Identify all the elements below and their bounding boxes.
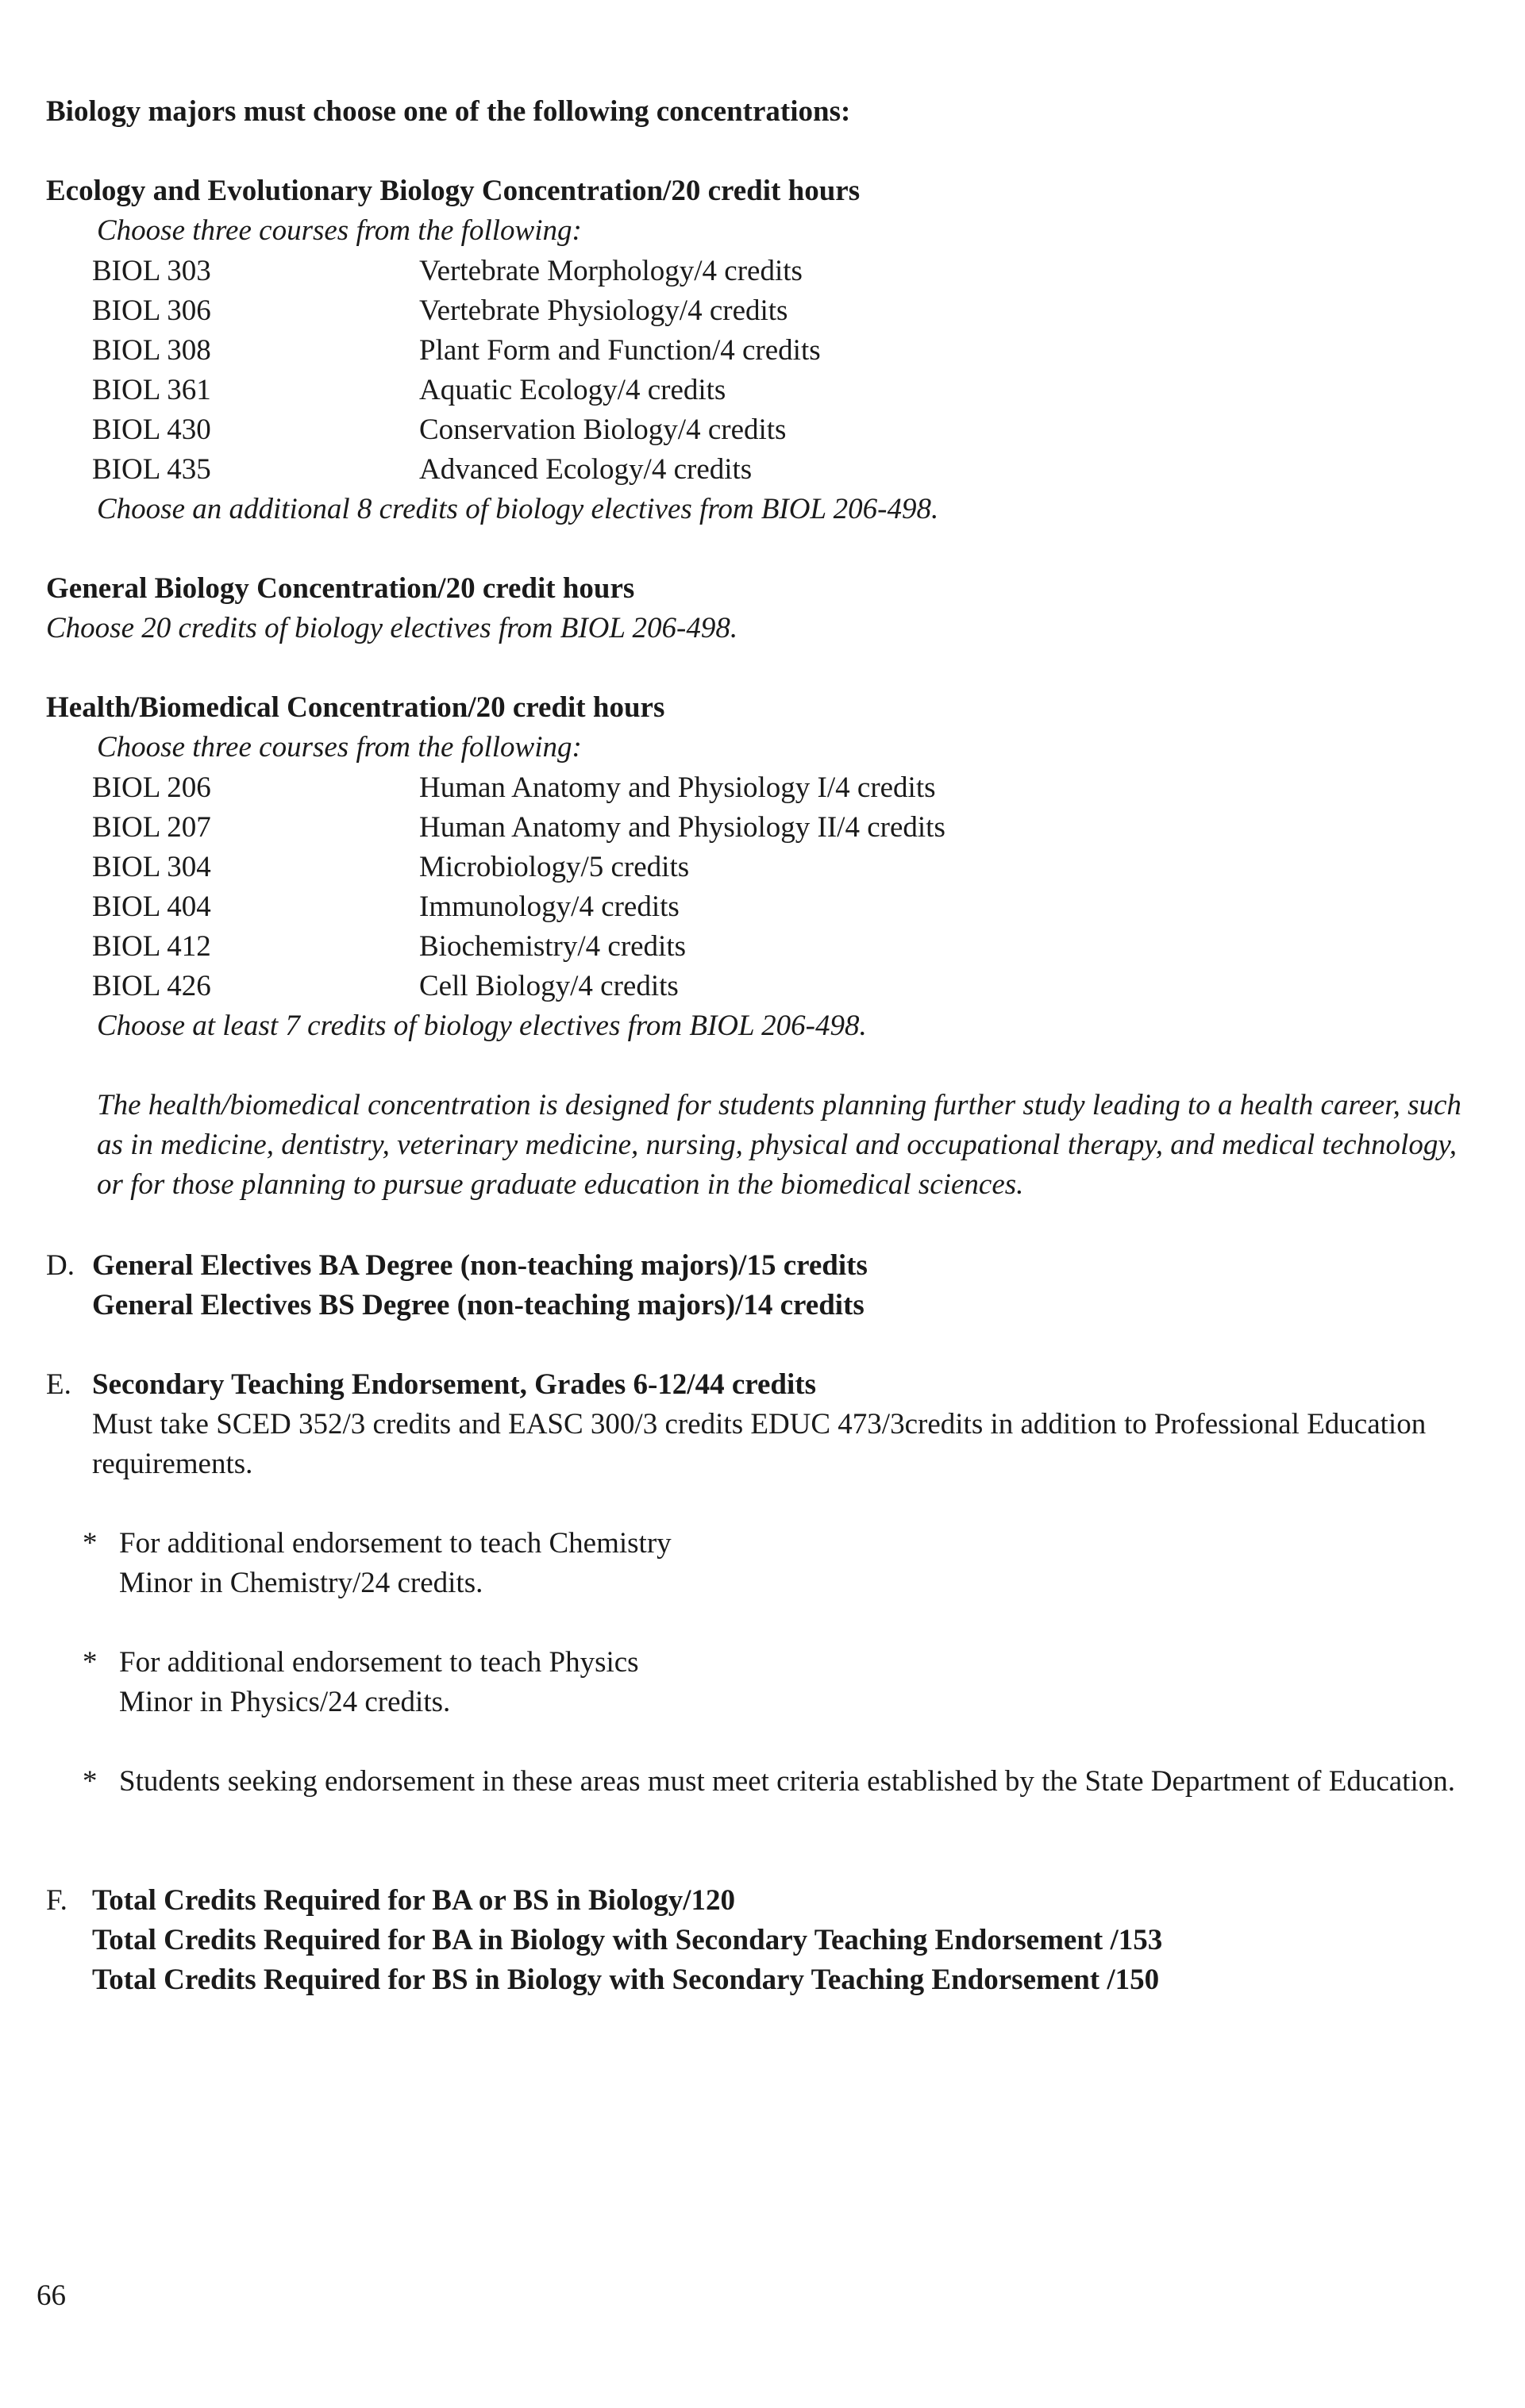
section-f-line-1: Total Credits Required for BA or BS in Biology/120	[92, 1884, 736, 1917]
course-title: Microbiology/5 credits	[419, 851, 690, 883]
course-title: Vertebrate Morphology/4 credits	[419, 255, 803, 287]
course-code: BIOL 361	[92, 374, 211, 406]
section-f-line-3: Total Credits Required for BS in Biology with Secondary Teaching Endorsement /150	[92, 1964, 1160, 1996]
course-code: BIOL 304	[92, 851, 211, 883]
course-code: BIOL 306	[92, 294, 211, 327]
section-d-line-1: General Electives BA Degree (non-teaching majors)/15 credits	[92, 1249, 868, 1282]
intro-text: Biology majors must choose one of the following concentrations:	[46, 95, 851, 128]
health-note-paragraph: The health/biomedical concentration is designed for students planning further study leading to a health career, such as in medicine, dentistry, veterinary medicine, nursing, physical and occupational therapy, and medical technology, or for those planning to pursue graduate education in the biomedical sciences.	[97, 1089, 1461, 1201]
bullet-line-2: Minor in Physics/24 credits.	[119, 1686, 451, 1718]
ecology-choose-text: Choose three courses from the following:	[97, 214, 582, 247]
course-title: Advanced Ecology/4 credits	[419, 453, 753, 486]
bullet-line-2: Minor in Chemistry/24 credits.	[119, 1567, 483, 1599]
section-e-letter: E.	[46, 1368, 71, 1401]
course-title: Human Anatomy and Physiology II/4 credits	[419, 811, 945, 844]
general-choose-text: Choose 20 credits of biology electives from BIOL 206-498.	[46, 612, 738, 644]
course-code: BIOL 404	[92, 890, 211, 923]
asterisk-marker: *	[83, 1765, 98, 1798]
section-d	[46, 1246, 1475, 1333]
course-code: BIOL 206	[92, 771, 211, 804]
bullet-line-1: For additional endorsement to teach Chemistry	[119, 1527, 672, 1560]
course-title: Biochemistry/4 credits	[419, 930, 687, 963]
course-code: BIOL 303	[92, 255, 211, 287]
section-e-text: Must take SCED 352/3 credits and EASC 300/3 credits EDUC 473/3credits in addition to Professional Education requirements.	[92, 1408, 1427, 1480]
section-e	[46, 1365, 1475, 1857]
course-code: BIOL 412	[92, 930, 211, 963]
course-title: Aquatic Ecology/4 credits	[419, 374, 726, 406]
section-d-line-2: General Electives BS Degree (non-teaching majors)/14 credits	[92, 1289, 865, 1321]
page-number: 66	[37, 2279, 66, 2312]
health-heading: Health/Biomedical Concentration/20 credit hours	[46, 691, 665, 724]
ecology-heading: Ecology and Evolutionary Biology Concentration/20 credit hours	[46, 175, 861, 207]
course-title: Conservation Biology/4 credits	[419, 414, 787, 446]
bullet-item	[83, 1643, 1480, 1730]
section-e-heading: Secondary Teaching Endorsement, Grades 6-12/44 credits	[92, 1368, 816, 1401]
course-code: BIOL 308	[92, 334, 211, 367]
section-d-letter: D.	[46, 1249, 75, 1282]
health-additional-text: Choose at least 7 credits of biology electives from BIOL 206-498.	[97, 1010, 867, 1042]
general-heading: General Biology Concentration/20 credit hours	[46, 572, 635, 605]
bullet-item	[83, 1762, 1480, 1849]
course-title: Vertebrate Physiology/4 credits	[419, 294, 788, 327]
course-code: BIOL 435	[92, 453, 211, 486]
section-f	[46, 1881, 1475, 2008]
course-code: BIOL 426	[92, 970, 211, 1002]
asterisk-marker: *	[83, 1527, 98, 1560]
section-f-letter: F.	[46, 1884, 67, 1917]
course-title: Immunology/4 credits	[419, 890, 680, 923]
course-title: Human Anatomy and Physiology I/4 credits	[419, 771, 936, 804]
course-title: Plant Form and Function/4 credits	[419, 334, 821, 367]
asterisk-marker: *	[83, 1646, 98, 1679]
bullet-item	[83, 1524, 1480, 1611]
health-choose-text: Choose three courses from the following:	[97, 731, 582, 764]
course-title: Cell Biology/4 credits	[419, 970, 679, 1002]
section-f-line-2: Total Credits Required for BA in Biology with Secondary Teaching Endorsement /153	[92, 1924, 1163, 1956]
course-code: BIOL 430	[92, 414, 211, 446]
bullet-line-1: For additional endorsement to teach Physics	[119, 1646, 639, 1679]
course-code: BIOL 207	[92, 811, 211, 844]
bullet-line-1: Students seeking endorsement in these areas must meet criteria established by the State Department of Education.	[119, 1765, 1455, 1798]
ecology-additional-text: Choose an additional 8 credits of biology electives from BIOL 206-498.	[97, 493, 939, 525]
